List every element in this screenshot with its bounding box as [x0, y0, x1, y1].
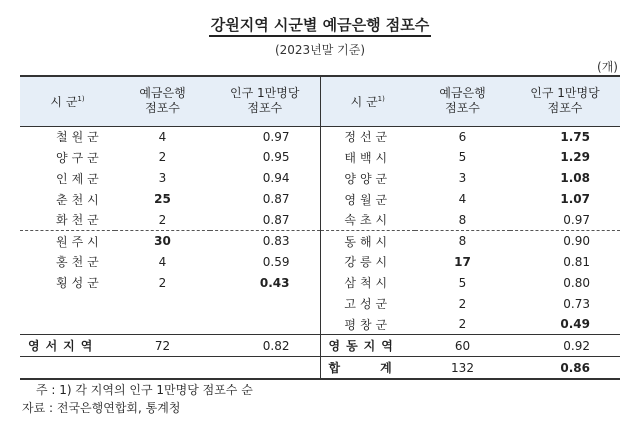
- right-per10k: 0.90: [510, 230, 620, 251]
- left-branches: [115, 293, 210, 314]
- total-branches: 132: [415, 357, 510, 379]
- table-title: 강원지역 시군별 예금은행 점포수: [0, 14, 640, 35]
- right-region-name: 고성군: [344, 297, 392, 312]
- right-per10k: 0.73: [563, 296, 590, 311]
- left-region-name: [20, 314, 115, 335]
- table-row: [20, 210, 620, 231]
- left-region-name: 화천군: [56, 213, 103, 228]
- right-branches: 5: [458, 150, 467, 165]
- right-branches: 6: [458, 129, 467, 144]
- source-note: 자료 : 전국은행연합회, 통계청: [22, 401, 181, 415]
- branch-table: [20, 75, 620, 380]
- grand-total-row: [20, 357, 620, 379]
- header-branches-right: 예금은행 점포수: [415, 76, 510, 126]
- total-blank-3: [210, 357, 320, 379]
- table-row: [20, 189, 620, 210]
- right-branches: 8: [458, 212, 467, 227]
- right-branches: 5: [458, 275, 467, 290]
- header-branches-left: 예금은행 점포수: [115, 76, 210, 126]
- total-per10k: 0.86: [510, 357, 620, 379]
- east-branches: 60: [415, 335, 510, 357]
- left-per10k: 0.43: [210, 272, 320, 293]
- left-per10k: 0.87: [210, 189, 320, 210]
- left-per10k: 0.94: [210, 168, 320, 189]
- right-region-name: 양양군: [344, 171, 392, 186]
- west-branches: 72: [115, 335, 210, 357]
- right-branches: 3: [458, 171, 467, 186]
- header-region-right: 시 군$^{1)}$: [320, 76, 415, 126]
- left-region-name: 철원군: [56, 130, 103, 145]
- left-region-name: 홍천군: [56, 255, 103, 270]
- table-row: [20, 293, 620, 314]
- left-per10k: [210, 293, 320, 314]
- left-branches: 4: [158, 129, 167, 144]
- left-region-name: [20, 293, 115, 314]
- left-branches: 4: [158, 254, 167, 269]
- total-blank-2: [115, 357, 210, 379]
- right-region-name: 평창군: [344, 317, 392, 332]
- table-row: [20, 147, 620, 168]
- table-row: [20, 230, 620, 251]
- right-branches: 8: [415, 230, 510, 251]
- table-row: [20, 168, 620, 189]
- table-row: [20, 272, 620, 293]
- right-per10k: 1.08: [560, 171, 590, 186]
- west-per10k: 0.82: [210, 335, 320, 357]
- right-per10k: 1.75: [560, 129, 590, 144]
- total-blank-1: [20, 357, 115, 379]
- right-region-name: 영월군: [344, 192, 392, 207]
- left-region-name: 원주시: [20, 230, 115, 251]
- east-per10k: 0.92: [510, 335, 620, 357]
- left-branches: [115, 314, 210, 335]
- right-per10k: 0.97: [563, 212, 590, 227]
- right-branches: 4: [458, 192, 467, 207]
- left-per10k: 0.87: [210, 210, 320, 231]
- header-region-left: 시 군$^{1)}$: [20, 76, 115, 126]
- left-branches: 2: [158, 212, 167, 227]
- left-branches: 3: [158, 171, 167, 186]
- left-per10k: 0.59: [210, 251, 320, 272]
- right-branches: 17: [454, 254, 471, 269]
- header-per10k-left: 인구 1만명당 점포수: [210, 76, 320, 126]
- left-branches: 30: [115, 230, 210, 251]
- header-row: [20, 76, 620, 126]
- footnote: 주 : 1) 각 지역의 인구 1만명당 점포수 순: [36, 383, 253, 397]
- left-per10k: 0.83: [210, 230, 320, 251]
- unit-label: (개): [597, 60, 618, 74]
- right-per10k: 0.80: [563, 275, 590, 290]
- header-per10k-right: 인구 1만명당 점포수: [510, 76, 620, 126]
- right-per10k: 1.29: [560, 150, 590, 165]
- left-region-name: 양구군: [56, 150, 103, 165]
- left-per10k: 0.95: [210, 147, 320, 168]
- right-branches: 2: [458, 317, 467, 332]
- right-branches: 2: [458, 296, 467, 311]
- notes: [22, 381, 253, 417]
- right-region-name: 동해시: [320, 230, 415, 251]
- right-region-name: 속초시: [344, 213, 392, 228]
- table-row: [20, 251, 620, 272]
- left-region-name: 인제군: [56, 171, 103, 186]
- right-per10k: 0.81: [563, 254, 590, 269]
- right-region-name: 삼척시: [344, 276, 392, 291]
- right-region-name: 정선군: [344, 130, 392, 145]
- table-row: [20, 126, 620, 147]
- west-label: 영서지역: [20, 335, 115, 357]
- east-label: 영동지역: [320, 335, 415, 357]
- left-region-name: 횡성군: [56, 276, 103, 291]
- right-per10k: 1.07: [560, 192, 590, 207]
- left-per10k: [210, 314, 320, 335]
- table-subtitle: (2023년말 기준): [274, 43, 366, 57]
- right-region-name: 태백시: [344, 150, 392, 165]
- left-branches: 2: [158, 275, 167, 290]
- table-row: [20, 314, 620, 335]
- left-branches: 2: [158, 150, 167, 165]
- region-total-row: [20, 335, 620, 357]
- total-label: 합 계: [320, 357, 415, 379]
- right-per10k: 0.49: [560, 317, 590, 332]
- right-region-name: 강릉시: [344, 255, 392, 270]
- left-region-name: 춘천시: [56, 192, 103, 207]
- left-branches: 25: [154, 192, 171, 207]
- left-per10k: 0.97: [210, 126, 320, 147]
